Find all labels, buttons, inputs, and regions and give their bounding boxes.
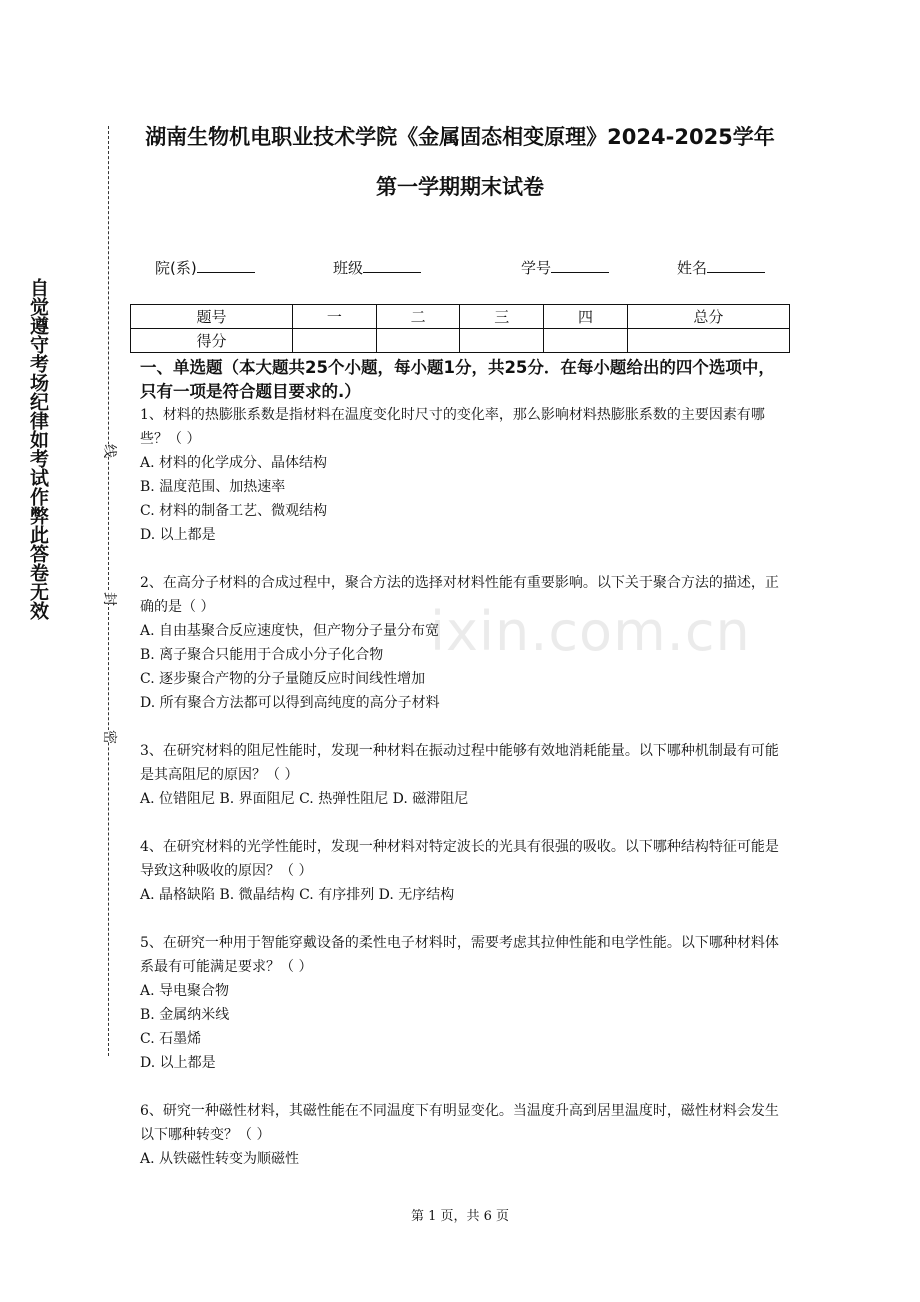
name-field[interactable]: 姓名 bbox=[677, 257, 765, 278]
seal-mark-seal: 封 bbox=[101, 592, 117, 606]
seal-mark-line: 线 bbox=[101, 444, 117, 458]
option-b[interactable]: B. 温度范围、加热速率 bbox=[140, 479, 286, 495]
question-6 bbox=[140, 1099, 785, 1171]
question-5 bbox=[140, 931, 785, 1075]
question-stem: 4、在研究材料的光学性能时，发现一种材料对特定波长的光具有很强的吸收。以下哪种结构特征可能是导致这种吸收的原因？（ ） bbox=[140, 839, 779, 879]
exam-discipline-warning: 自觉遵守考场纪律如考试作弊此答卷无效 bbox=[27, 278, 49, 620]
question-1 bbox=[140, 403, 785, 547]
exam-title-line1: 湖南生物机电职业技术学院《金属固态相变原理》2024-2025学年 bbox=[145, 125, 775, 149]
question-4 bbox=[140, 835, 785, 907]
question-3 bbox=[140, 739, 785, 811]
score-cell[interactable] bbox=[293, 329, 377, 353]
question-stem: 3、在研究材料的阻尼性能时，发现一种材料在振动过程中能够有效地消耗能量。以下哪种机制最有可能是其高阻尼的原因？（ ） bbox=[140, 743, 779, 783]
option-d[interactable]: D. 所有聚合方法都可以得到高纯度的高分子材料 bbox=[140, 695, 440, 711]
option-c[interactable]: C. 石墨烯 bbox=[140, 1031, 202, 1047]
score-cell[interactable] bbox=[376, 329, 460, 353]
option-d[interactable]: D. 以上都是 bbox=[140, 1055, 216, 1071]
header-total: 总分 bbox=[627, 305, 789, 329]
option-b[interactable]: B. 金属纳米线 bbox=[140, 1007, 230, 1023]
score-cell[interactable] bbox=[627, 329, 789, 353]
score-table bbox=[130, 304, 790, 353]
question-2 bbox=[140, 571, 785, 715]
score-cell[interactable] bbox=[544, 329, 628, 353]
page-number: 第 1 页，共 6 页 bbox=[410, 1209, 510, 1224]
score-row-label: 得分 bbox=[131, 329, 293, 353]
student-id-field[interactable]: 学号 bbox=[521, 257, 609, 278]
option-a[interactable]: A. 自由基聚合反应速度快，但产物分子量分布宽 bbox=[140, 623, 440, 639]
option-c[interactable]: C. 逐步聚合产物的分子量随反应时间线性增加 bbox=[140, 671, 426, 687]
option-a[interactable]: A. 从铁磁性转变为顺磁性 bbox=[140, 1151, 300, 1167]
option-b[interactable]: B. 离子聚合只能用于合成小分子化合物 bbox=[140, 647, 384, 663]
score-table-row bbox=[131, 329, 790, 353]
class-field[interactable]: 班级 bbox=[333, 257, 421, 278]
seal-line bbox=[108, 126, 109, 1056]
option-c[interactable]: C. 材料的制备工艺、微观结构 bbox=[140, 503, 328, 519]
option-d[interactable]: D. 以上都是 bbox=[140, 527, 216, 543]
option-row[interactable]: A. 晶格缺陷 B. 微晶结构 C. 有序排列 D. 无序结构 bbox=[140, 887, 455, 903]
question-stem: 5、在研究一种用于智能穿戴设备的柔性电子材料时，需要考虑其拉伸性能和电学性能。以下哪种材料体系最有可能满足要求？（ ） bbox=[140, 935, 779, 975]
question-stem: 2、在高分子材料的合成过程中，聚合方法的选择对材料性能有重要影响。以下关于聚合方法的描述，正确的是（ ） bbox=[140, 575, 779, 615]
section-heading: 一、单选题（本大题共25个小题，每小题1分，共25分．在每小题给出的四个选项中，只有一项是符合题目要求的.） bbox=[140, 358, 775, 401]
header-part-1: 一 bbox=[293, 305, 377, 329]
header-question-no: 题号 bbox=[131, 305, 293, 329]
seal-mark-secret: 密 bbox=[101, 730, 117, 744]
option-a[interactable]: A. 材料的化学成分、晶体结构 bbox=[140, 455, 328, 471]
header-part-4: 四 bbox=[544, 305, 628, 329]
header-part-3: 三 bbox=[460, 305, 544, 329]
score-table-header bbox=[131, 305, 790, 329]
question-stem: 6、研究一种磁性材料，其磁性能在不同温度下有明显变化。当温度升高到居里温度时，磁性材料会发生以下哪种转变？（ ） bbox=[140, 1103, 779, 1143]
question-list bbox=[140, 403, 785, 1195]
dept-field[interactable]: 院(系) bbox=[155, 257, 255, 278]
watermark: ixin.com.cn bbox=[430, 600, 751, 663]
header-part-2: 二 bbox=[376, 305, 460, 329]
question-stem: 1、材料的热膨胀系数是指材料在温度变化时尺寸的变化率，那么影响材料热膨胀系数的主要因素有哪些？（ ） bbox=[140, 407, 765, 447]
option-a[interactable]: A. 导电聚合物 bbox=[140, 983, 230, 999]
exam-title-line2: 第一学期期末试卷 bbox=[376, 175, 544, 199]
score-cell[interactable] bbox=[460, 329, 544, 353]
option-row[interactable]: A. 位错阻尼 B. 界面阻尼 C. 热弹性阻尼 D. 磁滞阻尼 bbox=[140, 791, 469, 807]
